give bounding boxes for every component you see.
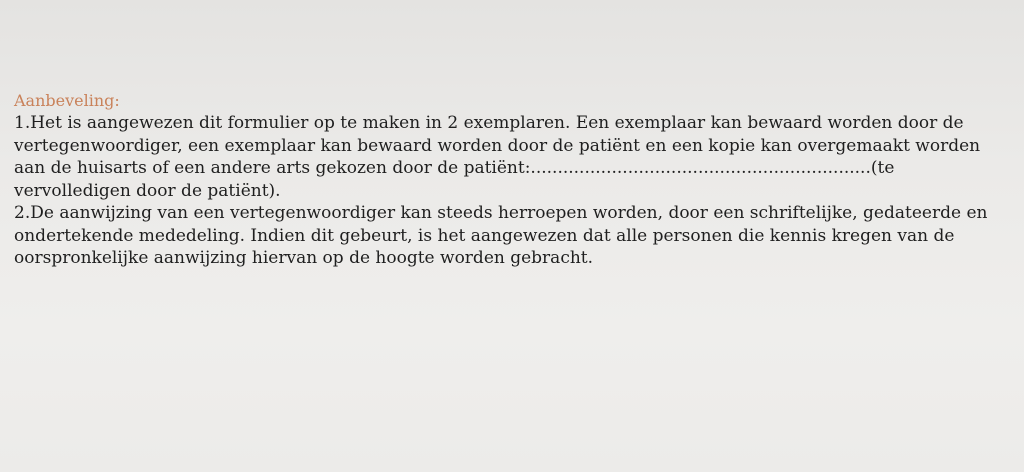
item-2-line-3: oorspronkelijke aanwijzing hiervan op de hoogte worden gebracht.: [14, 248, 594, 268]
section-heading: Aanbeveling:: [14, 91, 120, 110]
item-1-line-4: vervolledigen door de patiënt).: [14, 180, 281, 201]
item-1-line-3: aan de huisarts of een andere arts gekozen door de patiënt:...............................................................(te: [14, 158, 895, 178]
recommendation-item-2: [14, 202, 1016, 270]
item-1-line-1: 1.Het is aangewezen dit formulier op te maken in 2 exemplaren. Een exemplaar kan bewaard worden door de: [14, 113, 964, 133]
item-2-line-2: ondertekende mededeling. Indien dit gebeurt, is het aangewezen dat alle personen die kennis kregen van de: [14, 225, 955, 246]
recommendation-item-1: [14, 112, 1016, 202]
item-2-line-1: 2.De aanwijzing van een vertegenwoordiger kan steeds herroepen worden, door een schriftelijke, gedateerde en: [14, 203, 988, 223]
item-1-line-2: vertegenwoordiger, een exemplaar kan bewaard worden door de patiënt en een kopie kan overgemaakt worden: [14, 135, 981, 156]
recommendation-section: [14, 90, 1016, 270]
